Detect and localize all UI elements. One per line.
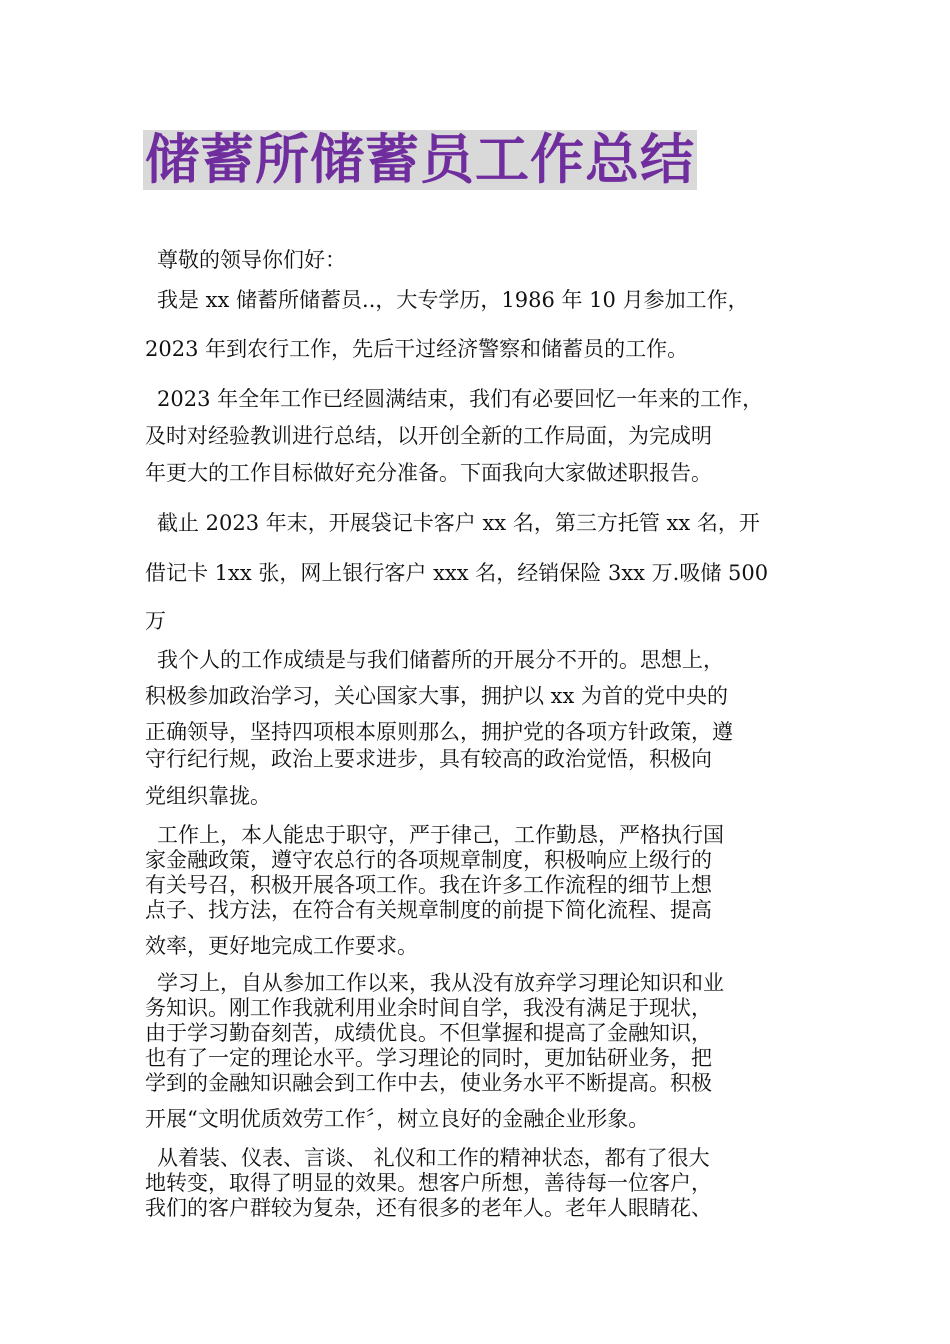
paragraph-line: 截止 2023 年末，开展袋记卡客户 xx 名，第三方托管 xx 名，开 — [157, 511, 760, 535]
paragraph-line: 地转变，取得了明显的效果。想客户所想，善待每一位客户， — [145, 1171, 712, 1195]
greeting: 尊敬的领导你们好： — [157, 248, 346, 272]
paragraph-line: 及时对经验教训进行总结，以开创全新的工作局面，为完成明 — [145, 424, 712, 448]
paragraph-line: 家金融政策，遵守农总行的各项规章制度，积极响应上级行的 — [145, 848, 712, 872]
paragraph-line: 我是 xx 储蓄所储蓄员..，大专学历，1986 年 10 月参加工作， — [157, 288, 749, 312]
paragraph-line: 积极参加政治学习，关心国家大事，拥护以 xx 为首的党中央的 — [145, 684, 729, 708]
paragraph-line: 2023 年全年工作已经圆满结束，我们有必要回忆一年来的工作， — [157, 387, 764, 411]
paragraph-line: 年更大的工作目标做好充分准备。下面我向大家做述职报告。 — [145, 461, 712, 485]
paragraph-line: 学到的金融知识融会到工作中去，使业务水平不断提高。积极 — [145, 1071, 712, 1095]
paragraph-line: 万 — [145, 609, 166, 633]
paragraph-line: 有关号召，积极开展各项工作。我在许多工作流程的细节上想 — [145, 873, 712, 897]
paragraph-line: 党组织靠拢。 — [145, 784, 271, 808]
paragraph-line: 学习上，自从参加工作以来，我从没有放弃学习理论知识和业 — [157, 971, 724, 995]
paragraph-line: 守行纪行规，政治上要求进步，具有较高的政治觉悟，积极向 — [145, 747, 712, 771]
paragraph-line: 我们的客户群较为复杂，还有很多的老年人。老年人眼睛花、 — [145, 1196, 712, 1220]
paragraph-line: 我个人的工作成绩是与我们储蓄所的开展分不开的。思想上， — [157, 648, 724, 672]
paragraph-line: 点子、找方法，在符合有关规章制度的前提下简化流程、提高 — [145, 898, 712, 922]
paragraph-line: 效率，更好地完成工作要求。 — [145, 934, 418, 958]
paragraph-line: 2023 年到农行工作，先后干过经济警察和储蓄员的工作。 — [145, 337, 689, 361]
paragraph-line: 从着装、仪表、言谈、 礼仪和工作的精神状态，都有了很大 — [157, 1146, 710, 1170]
document-title: 储蓄所储蓄员工作总结 — [145, 128, 695, 191]
paragraph-line: 由于学习勤奋刻苦，成绩优良。不但掌握和提高了金融知识， — [145, 1021, 712, 1045]
paragraph-line: 借记卡 1xx 张，网上银行客户 xxx 名，经销保险 3xx 万.吸储 500 — [145, 561, 769, 585]
paragraph-line: 开展“文明优质效劳工作〞，树立良好的金融企业形象。 — [145, 1107, 650, 1131]
paragraph-line: 工作上，本人能忠于职守，严于律己，工作勤恳，严格执行国 — [157, 823, 724, 847]
paragraph-line: 正确领导，坚持四项根本原则那么，拥护党的各项方针政策，遵 — [145, 720, 733, 744]
paragraph-line: 也有了一定的理论水平。学习理论的同时，更加钻研业务，把 — [145, 1046, 712, 1070]
paragraph-line: 务知识。刚工作我就利用业余时间自学，我没有满足于现状， — [145, 996, 712, 1020]
